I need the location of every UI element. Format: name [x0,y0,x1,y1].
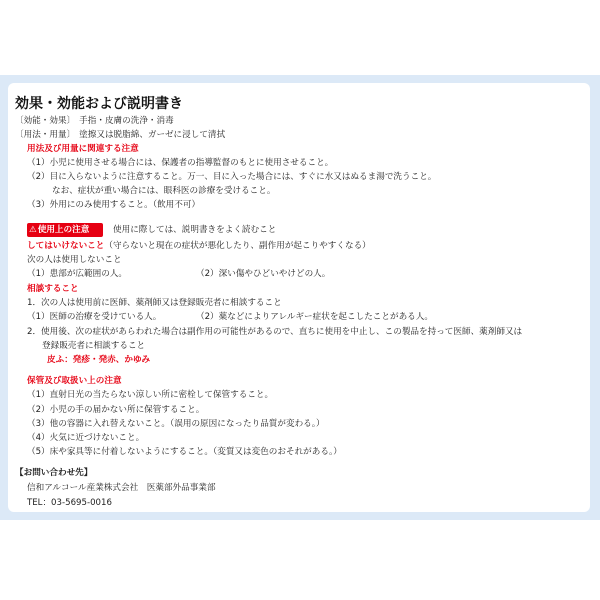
usage-note-1: （1）小児に使用させる場合には、保護者の指導監督のもとに使用させること。 [27,158,334,168]
efficacy-text: 手指・皮膚の洗浄・消毒 [79,116,174,126]
consult-2-cont: 登録販売者に相談すること [42,341,146,351]
dont-intro: 次の人は使用しないこと [27,255,122,265]
consult-1-item-1: （1）医師の治療を受けている人。 [27,312,162,322]
usage-text: 塗擦又は脱脂綿、ガーゼに浸して清拭 [79,130,226,140]
usage-note-2: （2）目に入らないように注意すること。万一、目に入った場合には、すぐに水又はぬるま湯で洗うこと。 [27,172,437,182]
warning-intro: 使用に際しては、説明書きをよく読むこと [113,225,277,235]
usage-label: 〔用法・用量〕 [15,130,76,140]
dont-heading-row [27,240,371,252]
usage-row [15,129,225,141]
consult-2: 2．使用後、次の症状があらわれた場合は副作用の可能性があるので、直ちに使用を中止し、この製品を持って医師、薬剤師又は [27,327,523,337]
efficacy-label: 〔効能・効果〕 [15,116,76,126]
storage-item-5: （5）床や家具等に付着しないようにすること。（変質又は変色のおそれがある。） [27,447,342,457]
consult-heading: 相談すること [27,284,79,294]
warning-badge-label: 使用上の注意 [37,225,90,235]
efficacy-row [15,115,174,127]
usage-notes-heading: 用法及び用量に関連する注意 [27,144,139,154]
storage-item-4: （4）火気に近づけないこと。 [27,433,145,443]
dont-heading: してはいけないこと [27,241,105,251]
usage-note-3: （3）外用にのみ使用すること。（飲用不可） [27,200,201,210]
warning-icon: ⚠ [29,225,37,235]
page-title: 効果・効能および説明書き [15,96,183,112]
warning-badge [27,223,103,237]
consult-1: 1．次の人は使用前に医師、薬剤師又は登録販売者に相談すること [27,298,282,308]
dont-item-2: （2）深い傷やひどいやけどの人。 [196,269,331,279]
consult-1-item-2: （2）薬などによりアレルギー症状を起こしたことがある人。 [196,312,433,322]
storage-item-1: （1）直射日光の当たらない涼しい所に密栓して保管すること。 [27,390,274,400]
contact-heading: 【お問い合わせ先】 [15,468,93,478]
dont-sub: （守らないと現在の症状が悪化したり、副作用が起こりやすくなる） [104,241,371,251]
dont-item-1: （1）患部が広範囲の人。 [27,269,127,279]
contact-company: 信和アルコール産業株式会社 医薬部外品事業部 [27,483,216,493]
consult-2-skin: 皮ふ：発疹・発赤、かゆみ [47,355,151,365]
storage-heading: 保管及び取扱い上の注意 [27,376,122,386]
storage-item-3: （3）他の容器に入れ替えないこと。（誤用の原因になったり品質が変わる。） [27,419,325,429]
usage-note-2-cont: なお、症状が重い場合には、眼科医の診療を受けること。 [52,186,276,196]
contact-tel: TEL：03-5695-0016 [27,498,112,508]
storage-item-2: （2）小児の手の届かない所に保管すること。 [27,405,205,415]
